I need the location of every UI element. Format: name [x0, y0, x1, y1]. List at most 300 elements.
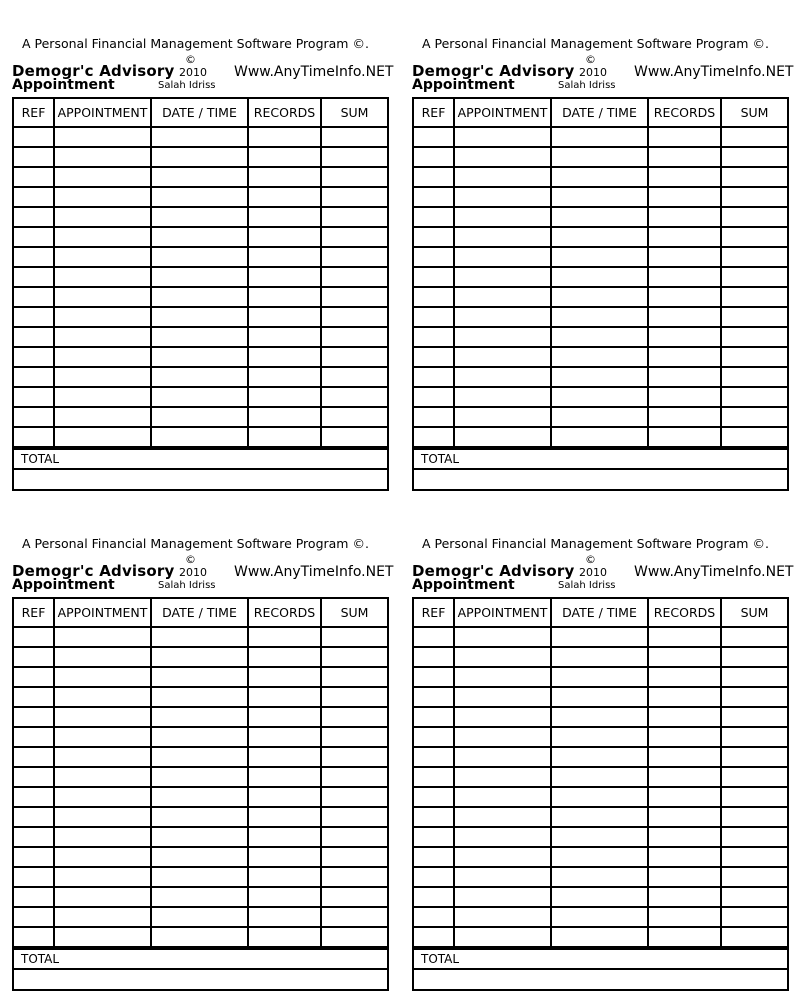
- cell-date-time[interactable]: [551, 867, 648, 887]
- cell-sum[interactable]: [721, 207, 787, 227]
- cell-date-time[interactable]: [151, 227, 248, 247]
- cell-appointment[interactable]: [54, 327, 151, 347]
- cell-records[interactable]: [648, 207, 721, 227]
- cell-appointment[interactable]: [54, 667, 151, 687]
- cell-sum[interactable]: [321, 227, 387, 247]
- cell-sum[interactable]: [321, 327, 387, 347]
- cell-ref[interactable]: [414, 387, 454, 407]
- cell-date-time[interactable]: [151, 847, 248, 867]
- cell-records[interactable]: [648, 867, 721, 887]
- cell-sum[interactable]: [721, 707, 787, 727]
- cell-records[interactable]: [248, 647, 321, 667]
- cell-records[interactable]: [248, 627, 321, 647]
- cell-date-time[interactable]: [151, 907, 248, 927]
- cell-records[interactable]: [248, 827, 321, 847]
- cell-date-time[interactable]: [551, 207, 648, 227]
- cell-date-time[interactable]: [551, 907, 648, 927]
- cell-records[interactable]: [648, 907, 721, 927]
- cell-sum[interactable]: [721, 327, 787, 347]
- cell-records[interactable]: [648, 407, 721, 427]
- cell-date-time[interactable]: [151, 807, 248, 827]
- cell-ref[interactable]: [414, 747, 454, 767]
- cell-ref[interactable]: [14, 867, 54, 887]
- cell-sum[interactable]: [321, 727, 387, 747]
- cell-appointment[interactable]: [454, 627, 551, 647]
- cell-appointment[interactable]: [54, 807, 151, 827]
- cell-appointment[interactable]: [454, 267, 551, 287]
- cell-date-time[interactable]: [551, 927, 648, 947]
- cell-sum[interactable]: [721, 267, 787, 287]
- cell-appointment[interactable]: [54, 147, 151, 167]
- cell-appointment[interactable]: [54, 787, 151, 807]
- cell-records[interactable]: [248, 887, 321, 907]
- cell-ref[interactable]: [414, 867, 454, 887]
- cell-date-time[interactable]: [551, 427, 648, 447]
- cell-appointment[interactable]: [454, 207, 551, 227]
- cell-appointment[interactable]: [54, 367, 151, 387]
- cell-ref[interactable]: [14, 367, 54, 387]
- cell-sum[interactable]: [721, 727, 787, 747]
- cell-records[interactable]: [648, 327, 721, 347]
- cell-appointment[interactable]: [454, 767, 551, 787]
- cell-sum[interactable]: [321, 427, 387, 447]
- cell-date-time[interactable]: [551, 347, 648, 367]
- cell-sum[interactable]: [721, 367, 787, 387]
- cell-sum[interactable]: [721, 307, 787, 327]
- cell-sum[interactable]: [321, 347, 387, 367]
- cell-date-time[interactable]: [151, 147, 248, 167]
- cell-sum[interactable]: [721, 167, 787, 187]
- cell-sum[interactable]: [321, 887, 387, 907]
- cell-ref[interactable]: [14, 727, 54, 747]
- cell-sum[interactable]: [721, 767, 787, 787]
- cell-records[interactable]: [648, 247, 721, 267]
- cell-records[interactable]: [648, 667, 721, 687]
- cell-records[interactable]: [248, 147, 321, 167]
- cell-appointment[interactable]: [454, 127, 551, 147]
- cell-sum[interactable]: [721, 347, 787, 367]
- cell-ref[interactable]: [414, 227, 454, 247]
- cell-sum[interactable]: [721, 687, 787, 707]
- cell-ref[interactable]: [14, 227, 54, 247]
- cell-records[interactable]: [648, 747, 721, 767]
- cell-ref[interactable]: [414, 727, 454, 747]
- cell-appointment[interactable]: [454, 707, 551, 727]
- cell-sum[interactable]: [721, 127, 787, 147]
- cell-records[interactable]: [248, 347, 321, 367]
- cell-records[interactable]: [248, 847, 321, 867]
- cell-appointment[interactable]: [454, 367, 551, 387]
- cell-date-time[interactable]: [151, 127, 248, 147]
- cell-date-time[interactable]: [551, 707, 648, 727]
- cell-records[interactable]: [248, 287, 321, 307]
- cell-ref[interactable]: [414, 827, 454, 847]
- cell-date-time[interactable]: [151, 647, 248, 667]
- cell-ref[interactable]: [14, 647, 54, 667]
- cell-date-time[interactable]: [151, 767, 248, 787]
- cell-date-time[interactable]: [151, 747, 248, 767]
- cell-date-time[interactable]: [151, 827, 248, 847]
- cell-date-time[interactable]: [151, 887, 248, 907]
- cell-sum[interactable]: [721, 807, 787, 827]
- cell-appointment[interactable]: [454, 287, 551, 307]
- cell-sum[interactable]: [721, 427, 787, 447]
- cell-ref[interactable]: [14, 307, 54, 327]
- cell-appointment[interactable]: [54, 627, 151, 647]
- cell-ref[interactable]: [414, 667, 454, 687]
- cell-records[interactable]: [648, 887, 721, 907]
- cell-appointment[interactable]: [54, 187, 151, 207]
- cell-ref[interactable]: [414, 307, 454, 327]
- cell-records[interactable]: [248, 307, 321, 327]
- cell-date-time[interactable]: [551, 847, 648, 867]
- cell-ref[interactable]: [414, 327, 454, 347]
- cell-date-time[interactable]: [151, 367, 248, 387]
- cell-ref[interactable]: [14, 787, 54, 807]
- cell-appointment[interactable]: [54, 167, 151, 187]
- cell-ref[interactable]: [414, 787, 454, 807]
- cell-records[interactable]: [648, 127, 721, 147]
- cell-records[interactable]: [248, 227, 321, 247]
- cell-records[interactable]: [648, 227, 721, 247]
- cell-appointment[interactable]: [454, 687, 551, 707]
- cell-appointment[interactable]: [454, 787, 551, 807]
- cell-appointment[interactable]: [54, 727, 151, 747]
- cell-records[interactable]: [248, 727, 321, 747]
- cell-appointment[interactable]: [454, 907, 551, 927]
- cell-ref[interactable]: [414, 807, 454, 827]
- cell-ref[interactable]: [414, 407, 454, 427]
- cell-records[interactable]: [648, 767, 721, 787]
- cell-ref[interactable]: [14, 127, 54, 147]
- cell-records[interactable]: [648, 307, 721, 327]
- cell-records[interactable]: [248, 387, 321, 407]
- cell-appointment[interactable]: [54, 427, 151, 447]
- cell-appointment[interactable]: [54, 307, 151, 327]
- cell-appointment[interactable]: [54, 227, 151, 247]
- cell-appointment[interactable]: [454, 227, 551, 247]
- cell-ref[interactable]: [414, 347, 454, 367]
- cell-sum[interactable]: [321, 407, 387, 427]
- cell-records[interactable]: [648, 267, 721, 287]
- cell-appointment[interactable]: [54, 707, 151, 727]
- cell-records[interactable]: [248, 667, 321, 687]
- cell-date-time[interactable]: [151, 327, 248, 347]
- cell-appointment[interactable]: [54, 127, 151, 147]
- cell-records[interactable]: [648, 187, 721, 207]
- cell-date-time[interactable]: [151, 667, 248, 687]
- cell-ref[interactable]: [414, 907, 454, 927]
- cell-sum[interactable]: [321, 847, 387, 867]
- total-value-cell[interactable]: [14, 468, 387, 490]
- cell-sum[interactable]: [321, 127, 387, 147]
- cell-ref[interactable]: [14, 847, 54, 867]
- cell-date-time[interactable]: [551, 407, 648, 427]
- cell-sum[interactable]: [321, 287, 387, 307]
- cell-sum[interactable]: [321, 667, 387, 687]
- cell-ref[interactable]: [414, 247, 454, 267]
- cell-date-time[interactable]: [151, 287, 248, 307]
- cell-sum[interactable]: [321, 687, 387, 707]
- cell-records[interactable]: [248, 907, 321, 927]
- cell-appointment[interactable]: [454, 927, 551, 947]
- cell-date-time[interactable]: [151, 707, 248, 727]
- cell-appointment[interactable]: [54, 407, 151, 427]
- cell-ref[interactable]: [414, 707, 454, 727]
- cell-records[interactable]: [248, 867, 321, 887]
- cell-records[interactable]: [248, 267, 321, 287]
- cell-records[interactable]: [648, 647, 721, 667]
- cell-ref[interactable]: [414, 847, 454, 867]
- cell-date-time[interactable]: [151, 427, 248, 447]
- cell-date-time[interactable]: [551, 667, 648, 687]
- total-value-cell[interactable]: [414, 468, 787, 490]
- cell-appointment[interactable]: [54, 767, 151, 787]
- cell-records[interactable]: [648, 687, 721, 707]
- cell-date-time[interactable]: [151, 867, 248, 887]
- cell-ref[interactable]: [14, 187, 54, 207]
- cell-ref[interactable]: [14, 887, 54, 907]
- cell-appointment[interactable]: [454, 307, 551, 327]
- cell-ref[interactable]: [14, 407, 54, 427]
- cell-ref[interactable]: [414, 287, 454, 307]
- cell-date-time[interactable]: [551, 387, 648, 407]
- cell-appointment[interactable]: [54, 887, 151, 907]
- cell-date-time[interactable]: [151, 307, 248, 327]
- cell-date-time[interactable]: [151, 387, 248, 407]
- cell-appointment[interactable]: [54, 907, 151, 927]
- cell-date-time[interactable]: [551, 327, 648, 347]
- cell-appointment[interactable]: [454, 407, 551, 427]
- cell-appointment[interactable]: [54, 927, 151, 947]
- cell-appointment[interactable]: [454, 427, 551, 447]
- cell-sum[interactable]: [721, 787, 787, 807]
- cell-sum[interactable]: [721, 187, 787, 207]
- cell-records[interactable]: [648, 347, 721, 367]
- cell-date-time[interactable]: [151, 267, 248, 287]
- cell-appointment[interactable]: [54, 287, 151, 307]
- cell-date-time[interactable]: [551, 827, 648, 847]
- cell-sum[interactable]: [721, 247, 787, 267]
- cell-date-time[interactable]: [551, 727, 648, 747]
- cell-sum[interactable]: [721, 867, 787, 887]
- cell-date-time[interactable]: [551, 687, 648, 707]
- cell-sum[interactable]: [321, 787, 387, 807]
- cell-records[interactable]: [648, 827, 721, 847]
- cell-sum[interactable]: [321, 807, 387, 827]
- cell-sum[interactable]: [721, 907, 787, 927]
- cell-records[interactable]: [248, 787, 321, 807]
- cell-records[interactable]: [248, 167, 321, 187]
- cell-records[interactable]: [248, 707, 321, 727]
- cell-ref[interactable]: [14, 747, 54, 767]
- cell-records[interactable]: [248, 187, 321, 207]
- cell-records[interactable]: [248, 807, 321, 827]
- cell-ref[interactable]: [414, 127, 454, 147]
- cell-appointment[interactable]: [454, 167, 551, 187]
- cell-ref[interactable]: [414, 367, 454, 387]
- cell-ref[interactable]: [14, 247, 54, 267]
- cell-records[interactable]: [248, 247, 321, 267]
- cell-records[interactable]: [648, 427, 721, 447]
- cell-date-time[interactable]: [151, 187, 248, 207]
- cell-date-time[interactable]: [551, 267, 648, 287]
- cell-ref[interactable]: [14, 347, 54, 367]
- cell-appointment[interactable]: [454, 347, 551, 367]
- cell-date-time[interactable]: [551, 887, 648, 907]
- cell-records[interactable]: [248, 767, 321, 787]
- cell-sum[interactable]: [321, 387, 387, 407]
- cell-sum[interactable]: [321, 167, 387, 187]
- cell-appointment[interactable]: [454, 807, 551, 827]
- cell-sum[interactable]: [321, 247, 387, 267]
- cell-records[interactable]: [248, 207, 321, 227]
- cell-ref[interactable]: [14, 827, 54, 847]
- cell-sum[interactable]: [321, 307, 387, 327]
- cell-appointment[interactable]: [54, 387, 151, 407]
- cell-sum[interactable]: [321, 827, 387, 847]
- cell-sum[interactable]: [321, 367, 387, 387]
- cell-appointment[interactable]: [454, 887, 551, 907]
- cell-appointment[interactable]: [454, 727, 551, 747]
- cell-records[interactable]: [648, 147, 721, 167]
- cell-date-time[interactable]: [551, 147, 648, 167]
- cell-ref[interactable]: [414, 187, 454, 207]
- cell-sum[interactable]: [721, 147, 787, 167]
- cell-records[interactable]: [648, 727, 721, 747]
- cell-appointment[interactable]: [54, 847, 151, 867]
- cell-ref[interactable]: [14, 907, 54, 927]
- cell-sum[interactable]: [721, 407, 787, 427]
- cell-sum[interactable]: [321, 267, 387, 287]
- cell-date-time[interactable]: [151, 347, 248, 367]
- cell-ref[interactable]: [414, 687, 454, 707]
- cell-ref[interactable]: [414, 167, 454, 187]
- cell-sum[interactable]: [721, 747, 787, 767]
- cell-appointment[interactable]: [54, 687, 151, 707]
- cell-sum[interactable]: [321, 207, 387, 227]
- cell-date-time[interactable]: [551, 307, 648, 327]
- cell-date-time[interactable]: [551, 187, 648, 207]
- cell-date-time[interactable]: [151, 627, 248, 647]
- cell-appointment[interactable]: [454, 647, 551, 667]
- cell-sum[interactable]: [321, 767, 387, 787]
- cell-appointment[interactable]: [54, 647, 151, 667]
- cell-records[interactable]: [648, 927, 721, 947]
- cell-ref[interactable]: [14, 147, 54, 167]
- cell-ref[interactable]: [14, 627, 54, 647]
- cell-records[interactable]: [648, 787, 721, 807]
- cell-ref[interactable]: [14, 287, 54, 307]
- cell-ref[interactable]: [414, 647, 454, 667]
- cell-sum[interactable]: [321, 147, 387, 167]
- cell-records[interactable]: [648, 287, 721, 307]
- cell-ref[interactable]: [14, 207, 54, 227]
- cell-sum[interactable]: [321, 927, 387, 947]
- total-value-cell[interactable]: [14, 968, 387, 990]
- cell-appointment[interactable]: [54, 207, 151, 227]
- cell-ref[interactable]: [414, 627, 454, 647]
- cell-date-time[interactable]: [151, 167, 248, 187]
- cell-ref[interactable]: [14, 927, 54, 947]
- cell-records[interactable]: [248, 127, 321, 147]
- cell-ref[interactable]: [14, 687, 54, 707]
- cell-ref[interactable]: [14, 707, 54, 727]
- cell-records[interactable]: [248, 367, 321, 387]
- cell-appointment[interactable]: [454, 847, 551, 867]
- cell-appointment[interactable]: [454, 747, 551, 767]
- cell-date-time[interactable]: [551, 627, 648, 647]
- cell-records[interactable]: [248, 747, 321, 767]
- cell-records[interactable]: [248, 927, 321, 947]
- cell-date-time[interactable]: [551, 287, 648, 307]
- cell-sum[interactable]: [721, 827, 787, 847]
- cell-appointment[interactable]: [454, 147, 551, 167]
- cell-appointment[interactable]: [454, 187, 551, 207]
- cell-date-time[interactable]: [151, 247, 248, 267]
- cell-sum[interactable]: [321, 867, 387, 887]
- cell-records[interactable]: [248, 327, 321, 347]
- cell-appointment[interactable]: [54, 827, 151, 847]
- cell-records[interactable]: [248, 687, 321, 707]
- cell-ref[interactable]: [14, 267, 54, 287]
- cell-date-time[interactable]: [151, 787, 248, 807]
- cell-ref[interactable]: [14, 427, 54, 447]
- cell-date-time[interactable]: [151, 927, 248, 947]
- cell-records[interactable]: [648, 167, 721, 187]
- cell-date-time[interactable]: [551, 127, 648, 147]
- cell-ref[interactable]: [14, 767, 54, 787]
- cell-appointment[interactable]: [54, 747, 151, 767]
- cell-sum[interactable]: [721, 847, 787, 867]
- cell-appointment[interactable]: [454, 827, 551, 847]
- cell-date-time[interactable]: [551, 767, 648, 787]
- cell-date-time[interactable]: [551, 167, 648, 187]
- cell-sum[interactable]: [721, 627, 787, 647]
- cell-records[interactable]: [648, 367, 721, 387]
- cell-sum[interactable]: [721, 927, 787, 947]
- cell-appointment[interactable]: [54, 267, 151, 287]
- cell-sum[interactable]: [321, 647, 387, 667]
- cell-date-time[interactable]: [151, 407, 248, 427]
- cell-records[interactable]: [648, 807, 721, 827]
- cell-date-time[interactable]: [151, 207, 248, 227]
- cell-sum[interactable]: [721, 667, 787, 687]
- cell-sum[interactable]: [721, 647, 787, 667]
- cell-ref[interactable]: [414, 267, 454, 287]
- cell-date-time[interactable]: [551, 227, 648, 247]
- cell-ref[interactable]: [414, 887, 454, 907]
- cell-ref[interactable]: [14, 327, 54, 347]
- cell-sum[interactable]: [321, 907, 387, 927]
- cell-ref[interactable]: [14, 167, 54, 187]
- cell-appointment[interactable]: [454, 667, 551, 687]
- cell-date-time[interactable]: [551, 747, 648, 767]
- cell-appointment[interactable]: [454, 867, 551, 887]
- cell-records[interactable]: [248, 407, 321, 427]
- cell-sum[interactable]: [721, 387, 787, 407]
- cell-appointment[interactable]: [454, 327, 551, 347]
- cell-ref[interactable]: [414, 147, 454, 167]
- cell-sum[interactable]: [321, 707, 387, 727]
- cell-sum[interactable]: [721, 887, 787, 907]
- cell-date-time[interactable]: [151, 727, 248, 747]
- cell-records[interactable]: [648, 707, 721, 727]
- cell-sum[interactable]: [721, 287, 787, 307]
- cell-sum[interactable]: [721, 227, 787, 247]
- cell-ref[interactable]: [14, 807, 54, 827]
- cell-appointment[interactable]: [454, 387, 551, 407]
